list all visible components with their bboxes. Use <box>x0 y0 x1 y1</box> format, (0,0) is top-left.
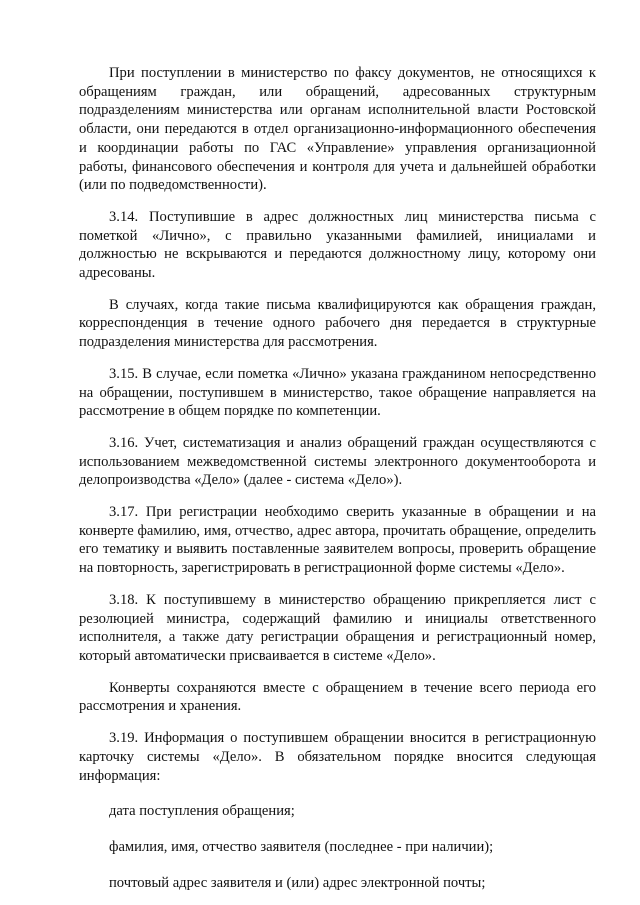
paragraph-3-15: 3.15. В случае, если пометка «Лично» указана гражданином непосредственно на обращении, поступившем в министерство, такое обращение направляется на рассмотрение в общем порядке по компетенции. <box>79 365 596 420</box>
paragraph-3-18: 3.18. К поступившему в министерство обращению прикрепляется лист с резолюцией министра, содержащий фамилию и инициалы ответственного исполнителя, а также дату регистрации обращения и регистрационный номер, который автоматически присваивается в системе «Дело». <box>79 591 596 664</box>
list-item-applicant-address: почтовый адрес заявителя и (или) адрес электронной почты; <box>109 874 486 891</box>
paragraph-3-14: 3.14. Поступившие в адрес должностных лиц министерства письма с пометкой «Лично», с правильно указанными фамилией, инициалами и должностью не вскрываются и передаются должностному лицу, которому они адресованы. <box>79 208 596 282</box>
document-body <box>79 64 596 892</box>
list-item-receipt-date: дата поступления обращения; <box>109 803 295 820</box>
paragraph-envelopes: Конверты сохраняются вместе с обращением в течение всего периода его рассмотрения и хранения. <box>79 679 596 715</box>
paragraph-personal-letters: В случаях, когда такие письма квалифицируются как обращения граждан, корреспонденция в течение одного рабочего дня передается в структурные подразделения министерства для рассмотрения. <box>79 296 596 351</box>
paragraph-3-19: 3.19. Информация о поступившем обращении вносится в регистрационную карточку системы «Дело». В обязательном порядке вносится следующая информация: <box>79 730 596 784</box>
paragraph-fax-documents: При поступлении в министерство по факсу документов, не относящихся к обращениям граждан, или обращений, адресованных структурным подразделениям министерства или органам исполнительной власти Ростовской области, они передаются в отдел организационно-информационного обеспечения и координации работы по ГАС «Управление» управления организационной работы, финансового обеспечения и контроля для учета и дальнейшей обработки (или по подведомственности). <box>79 65 596 194</box>
paragraph-3-17: 3.17. При регистрации необходимо сверить указанные в обращении и на конверте фамилию, имя, отчество, адрес автора, прочитать обращение, определить его тематику и выявить поставленные заявителем вопросы, проверить обращение на повторность, зарегистрировать в регистрационной форме системы «Дело». <box>79 504 596 577</box>
list-item-applicant-name: фамилия, имя, отчество заявителя (последнее - при наличии); <box>109 838 494 855</box>
paragraph-3-16: 3.16. Учет, систематизация и анализ обращений граждан осуществляются с использованием межведомственной системы электронного документооборота и делопроизводства «Дело» (далее - система «Дело»). <box>79 434 596 489</box>
